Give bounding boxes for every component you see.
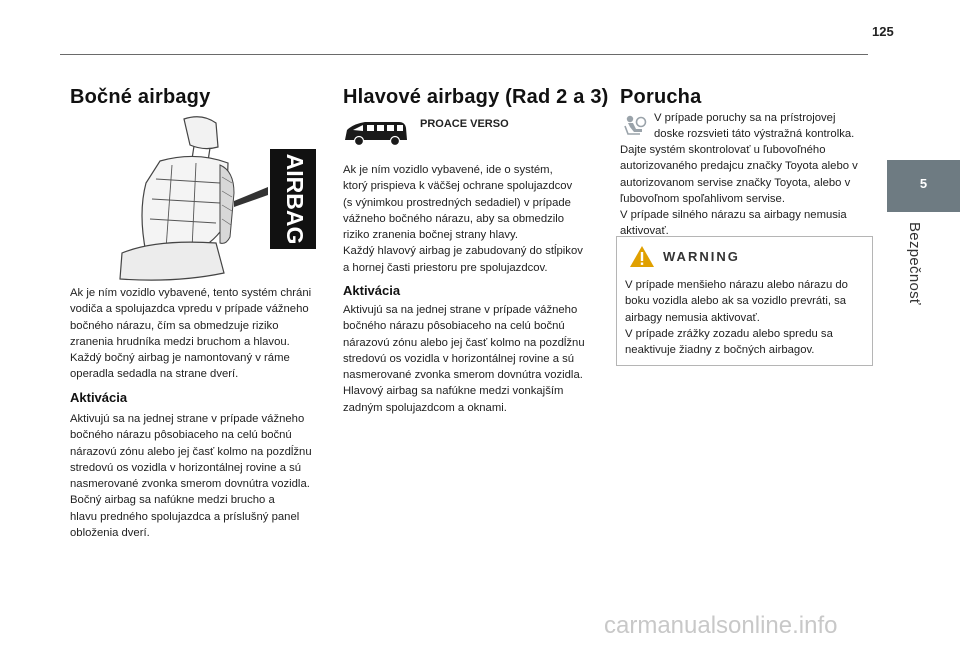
head-airbags-title: Hlavové airbagy (Rad 2 a 3) xyxy=(343,86,609,108)
text-line: nasmerované zvonka smerom dovnútra vozidla. xyxy=(70,478,310,491)
text-line: V prípade silného nárazu sa airbagy nemusia xyxy=(620,209,847,222)
text-line: Aktivujú sa na jednej strane v prípade vážneho xyxy=(343,304,578,316)
text-line: operadla sedadla na strane dverí. xyxy=(70,368,239,381)
warning-title: WARNING xyxy=(663,249,740,264)
text-line: (s výnimkou prostredných sedadiel) v prípade xyxy=(343,196,571,209)
airbag-label-text: AIRBAG xyxy=(281,153,308,245)
text-line: autorizovanom servise značky Toyota, alebo v xyxy=(620,176,851,189)
side-airbags-activation-text xyxy=(70,411,340,541)
vehicle-label: PROACE VERSO xyxy=(420,118,509,130)
warning-box xyxy=(616,236,873,366)
side-airbags-description xyxy=(70,285,340,383)
text-line: aktivovať. xyxy=(620,225,669,238)
malfunction-title: Porucha xyxy=(620,86,702,108)
van-icon xyxy=(343,118,409,153)
section-tab[interactable] xyxy=(887,160,960,212)
text-line: neaktivuje žiadny z bočných airbagov. xyxy=(625,344,815,357)
malfunction-text xyxy=(620,142,878,240)
text-line: zadným spolujazdcom a oknami. xyxy=(343,401,507,414)
text-line: bočného nárazu pôsobiaceho na celú bočnú xyxy=(70,429,292,442)
text-line: ktorý prispieva k väčšej ochrane spolujazdcov xyxy=(343,180,573,193)
airbag-warning-lamp-icon xyxy=(622,114,648,141)
text-line: hlavu predného spolujazdca a príslušný panel xyxy=(70,510,300,523)
text-line: vodiča a spolujazdca vpredu v prípade vážneho xyxy=(70,303,309,316)
watermark: carmanualsonline.info xyxy=(604,612,838,639)
text-line: Bočný airbag sa nafúkne medzi brucho a xyxy=(70,494,275,507)
warning-text xyxy=(625,277,869,358)
text-line: doske rozsvieti táto výstražná kontrolka. xyxy=(654,128,855,141)
page-number: 125 xyxy=(872,24,894,39)
section-tab-number: 5 xyxy=(919,176,928,191)
text-line: Dajte systém skontrolovať u ľubovoľného xyxy=(620,144,826,156)
text-line: obloženia dverí. xyxy=(70,527,150,540)
warning-triangle-icon xyxy=(629,245,655,273)
side-airbags-activation-heading: Aktivácia xyxy=(70,390,128,405)
text-line: ľubovoľnom spoľahlivom servise. xyxy=(620,192,785,205)
text-line: nárazovú zónu alebo jej časť kolmo na pozdĺžnu xyxy=(343,336,585,349)
seat-airbag-illustration xyxy=(116,113,326,288)
head-airbags-description xyxy=(343,162,613,276)
text-line: nárazovú zónu alebo jej časť kolmo na pozdĺžnu xyxy=(70,445,312,458)
text-line: a hornej časti priestoru pre spolujazdcov. xyxy=(343,261,548,274)
text-line: Aktivujú sa na jednej strane v prípade vážneho xyxy=(70,413,305,425)
side-airbags-title: Bočné airbagy xyxy=(70,86,211,108)
text-line: airbagy nemusia aktivovať. xyxy=(625,311,760,324)
text-line: V prípade zrážky zozadu alebo spredu sa xyxy=(625,327,833,340)
text-line: stredovú os vozidla v horizontálnej rovine a sú xyxy=(70,461,302,474)
head-airbags-activation-heading: Aktivácia xyxy=(343,283,401,298)
text-line: stredovú os vozidla v horizontálnej rovine a sú xyxy=(343,352,575,365)
head-airbags-activation-text xyxy=(343,302,613,416)
text-line: bočného nárazu, čím sa obmedzuje riziko xyxy=(70,319,279,332)
section-label: Bezpečnosť xyxy=(906,222,923,305)
text-line: V prípade menšieho nárazu alebo nárazu do xyxy=(625,279,848,291)
text-line: bočného nárazu pôsobiaceho na celú bočnú xyxy=(343,320,565,333)
text-line: Ak je ním vozidlo vybavené, tento systém chráni xyxy=(70,287,312,299)
text-line: Každý hlavový airbag je zabudovaný do stĺpikov xyxy=(343,245,583,258)
text-line: autorizovaného predajcu značky Toyota alebo v xyxy=(620,160,858,173)
text-line: riziko zranenia bočnej strany hlavy. xyxy=(343,229,518,242)
text-line: vážneho bočného nárazu, aby sa obmedzilo xyxy=(343,212,565,225)
text-line: V prípade poruchy sa na prístrojovej xyxy=(654,112,836,124)
text-line: Každý bočný airbag je namontovaný v ráme xyxy=(70,352,290,365)
text-line: boku vozidla alebo ak sa vozidlo prevráti, sa xyxy=(625,295,847,308)
text-line: zranenia hrudníka medzi bruchom a hlavou. xyxy=(70,335,290,348)
malfunction-intro xyxy=(654,110,874,143)
text-line: nasmerované zvonka smerom dovnútra vozidla. xyxy=(343,369,583,382)
text-line: Hlavový airbag sa nafúkne medzi vonkajším xyxy=(343,385,564,398)
header-rule xyxy=(60,54,868,55)
text-line: Ak je ním vozidlo vybavené, ide o systém, xyxy=(343,164,553,176)
